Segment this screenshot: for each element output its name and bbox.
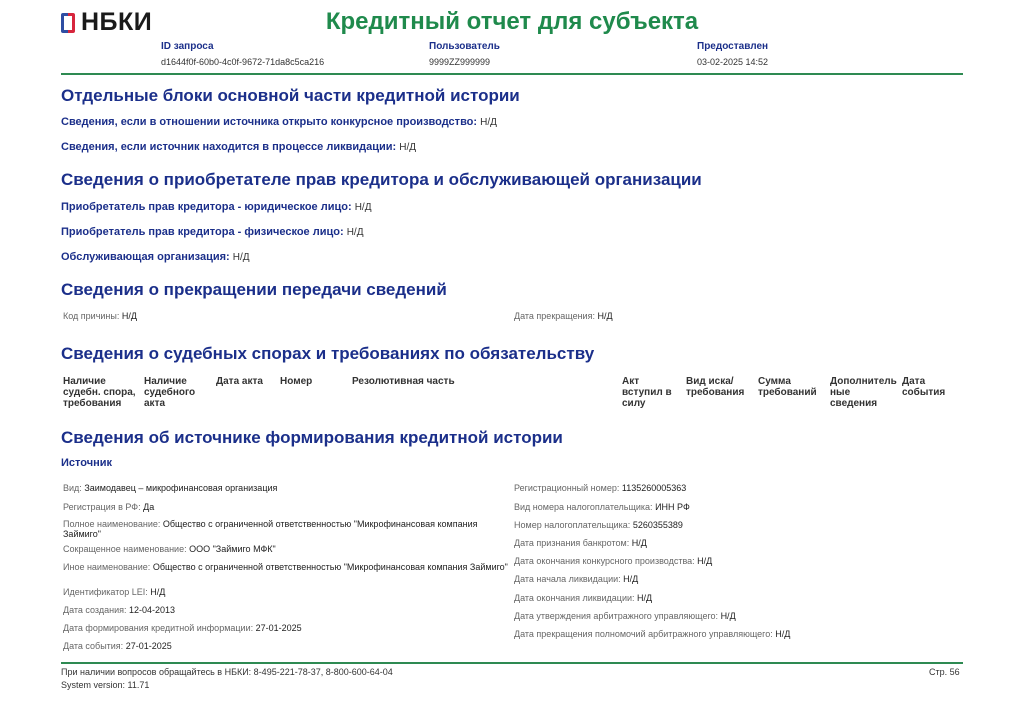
source-lei: Идентификатор LEI: Н/Д bbox=[63, 587, 166, 597]
footer-page-number: Стр. 56 bbox=[929, 667, 960, 677]
source-taxpayer-number: Номер налогоплательщика: 5260355389 bbox=[514, 520, 683, 530]
footer-divider bbox=[61, 662, 963, 664]
field-bankruptcy: Сведения, если в отношении источника открыто конкурсное производство: Н/Д bbox=[61, 116, 497, 128]
field-liquidation: Сведения, если источник находится в процессе ликвидации: Н/Д bbox=[61, 141, 417, 153]
source-full-name: Полное наименование: Общество с ограниченной ответственностью "Микрофинансовая компания Займиго" bbox=[63, 519, 478, 539]
source-other-name: Иное наименование: Общество с ограниченной ответственностью "Микрофинансовая компания Займиго" bbox=[63, 562, 508, 572]
source-bankruptcy-date: Дата признания банкротом: Н/Д bbox=[514, 538, 647, 548]
field-reason-code: Код причины: Н/Д bbox=[63, 311, 137, 321]
section-title-source: Сведения об источнике формирования кредитной истории bbox=[61, 428, 563, 447]
field-acquirer-legal: Приобретатель прав кредитора - юридическое лицо: Н/Д bbox=[61, 201, 372, 213]
source-registration-rf: Регистрация в РФ: Да bbox=[63, 502, 155, 512]
footer-system-version: System version: 11.71 bbox=[61, 680, 150, 690]
user-value: 9999ZZ999999 bbox=[429, 57, 491, 67]
source-event-date: Дата события: 27-01-2025 bbox=[63, 641, 172, 651]
section-title-termination: Сведения о прекращении передачи сведений bbox=[61, 280, 447, 299]
col-claim-type: Вид иска/ требования bbox=[686, 376, 745, 398]
request-id-label: ID запроса bbox=[161, 41, 214, 52]
source-liquidation-end-date: Дата окончания ликвидации: Н/Д bbox=[514, 593, 653, 603]
field-servicing-org: Обслуживающая организация: Н/Д bbox=[61, 251, 250, 263]
col-additional-info: Дополнитель ные сведения bbox=[830, 376, 897, 409]
section-title-blocks: Отдельные блоки основной части кредитной истории bbox=[61, 86, 520, 105]
section-title-disputes: Сведения о судебных спорах и требованиях по обязательству bbox=[61, 344, 595, 363]
field-termination-date: Дата прекращения: Н/Д bbox=[514, 311, 613, 321]
header-divider bbox=[61, 73, 963, 75]
col-court-act-presence: Наличие судебного акта bbox=[144, 376, 196, 409]
section-title-acquirer: Сведения о приобретателе прав кредитора и обслуживающей организации bbox=[61, 170, 702, 189]
page-title: Кредитный отчет для субъекта bbox=[325, 8, 699, 35]
logo-text: НБКИ bbox=[81, 8, 153, 36]
source-info-formation-date: Дата формирования кредитной информации: 27-01-2025 bbox=[63, 623, 302, 633]
col-dispute-presence: Наличие судебн. спора, требования bbox=[63, 376, 136, 409]
source-subtitle: Источник bbox=[61, 457, 113, 469]
source-bankruptcy-end-date: Дата окончания конкурсного производства: Н/Д bbox=[514, 556, 713, 566]
user-label: Пользователь bbox=[429, 41, 500, 52]
source-liquidation-start-date: Дата начала ликвидации: Н/Д bbox=[514, 574, 639, 584]
source-manager-approval-date: Дата утверждения арбитражного управляющего: Н/Д bbox=[514, 611, 736, 621]
request-id-value: d1644f0f-60b0-4c0f-9672-71da8c5ca216 bbox=[161, 57, 325, 67]
field-acquirer-physical: Приобретатель прав кредитора - физическое лицо: Н/Д bbox=[61, 226, 364, 238]
source-creation-date: Дата создания: 12-04-2013 bbox=[63, 605, 176, 615]
source-manager-termination-date: Дата прекращения полномочий арбитражного управляющего: Н/Д bbox=[514, 629, 791, 639]
source-short-name: Сокращенное наименование: ООО "Займиго МФК" bbox=[63, 544, 276, 554]
col-resolution: Резолютивная часть bbox=[352, 376, 455, 387]
col-event-date: Дата события bbox=[902, 376, 946, 398]
col-number: Номер bbox=[280, 376, 313, 387]
source-taxpayer-number-type: Вид номера налогоплательщика: ИНН РФ bbox=[514, 502, 690, 512]
footer-contact: При наличии вопросов обращайтесь в НБКИ: 8-495-221-78-37, 8-800-600-64-04 bbox=[61, 667, 393, 677]
provided-label: Предоставлен bbox=[697, 41, 769, 52]
source-type: Вид: Заимодавец – микрофинансовая организация bbox=[63, 483, 278, 493]
provided-value: 03-02-2025 14:52 bbox=[697, 57, 769, 67]
source-reg-number: Регистрационный номер: 1135260005363 bbox=[514, 483, 687, 493]
col-act-effective: Акт вступил в силу bbox=[622, 376, 672, 409]
col-claim-sum: Сумма требований bbox=[758, 376, 817, 398]
col-act-date: Дата акта bbox=[216, 376, 263, 387]
